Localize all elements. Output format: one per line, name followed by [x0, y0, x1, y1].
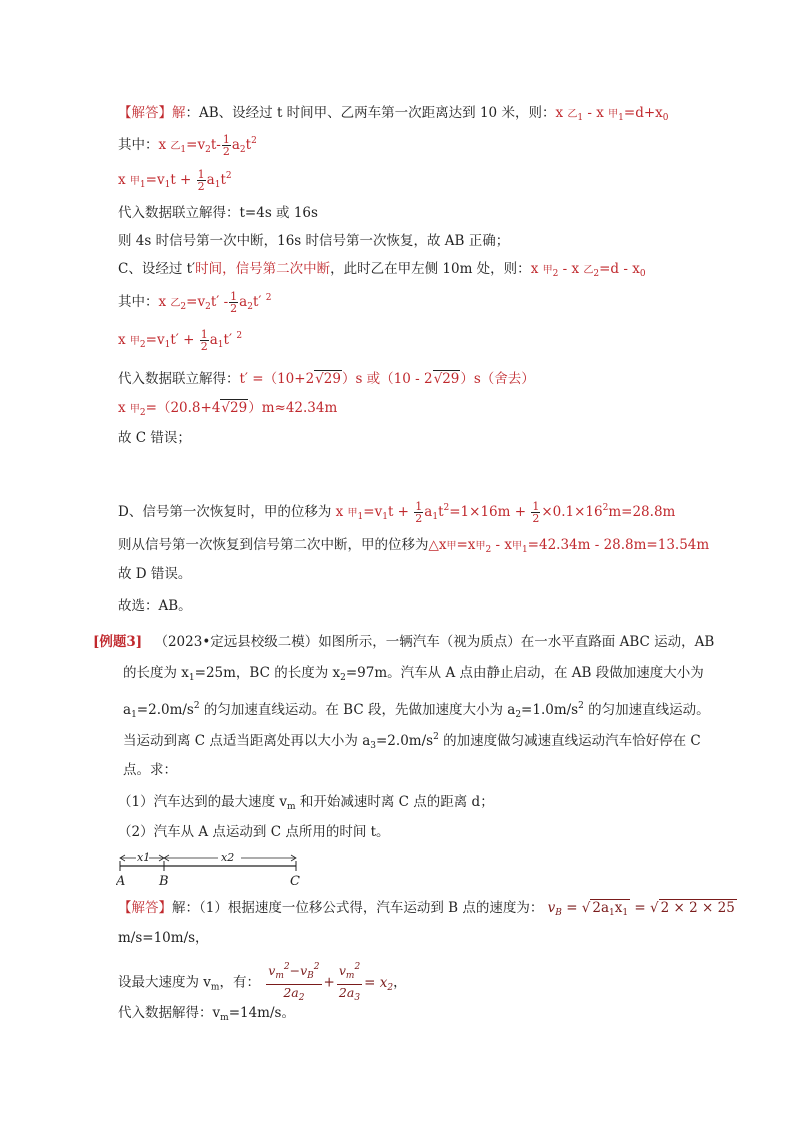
answer1-line2: 其中：x 乙$_1=v_2t-$ $\frac{1}{2}$ $a_2t^2$ — [118, 133, 257, 158]
answer1-line8: x 甲$_2=v_1t'$ + $\frac{1}{2}$ $a_1t'$ $^2$ — [118, 328, 243, 353]
answer-tag: 【解答】 — [118, 105, 172, 121]
question-1: （1）汽车达到的最大速度 $v_m$ 和开始减速时离 C 点的距离 d； — [118, 794, 494, 812]
answer1-line3: x 甲$_1=v_1t$ + $\frac{1}{2}$ $a_1t^2$ — [118, 168, 232, 193]
answer1-line6: C、设经过 t′时间，信号第二次中断，此时乙在甲左侧 10m 处，则：x 甲$_2$ - x 乙$_2=d - x_0$ — [118, 261, 646, 279]
answer1-line12: D、信号第一次恢复时，甲的位移为 x 甲$_1=v_1t$ + $\frac{1}{2}$ $a_1t^2=1\times 16m$ + $\frac{1}{2}$ $\times 0.1\times 16^2m=28.8m$ — [118, 500, 676, 525]
answer1-line7: 其中：x 乙$_2=v_2t'$ - $\frac{1}{2}$ $a_2t'$ $^2$ — [118, 290, 272, 315]
answer2-line1: 【解答】解：（1）根据速度一位移公式得，汽车运动到 B 点的速度为： $v_B$ = √ $2a_1x_1$ = √ 2 × 2 × 25 — [118, 900, 735, 918]
segment-diagram — [116, 848, 306, 890]
example3-line4: 当运动到离 C 点适当距离处再以大小为 $a_3=2.0m/s^2$ 的加速度做匀减速直线运动汽车恰好停在 C — [123, 732, 701, 751]
answer1-line11: 故 C 错误； — [118, 430, 191, 446]
example-tag: [例题3] — [93, 634, 143, 650]
answer1-line4: 代入数据联立解得：t=4s 或 16s — [118, 205, 318, 221]
point-a: A — [116, 874, 126, 889]
answer1-line5: 则 4s 时信号第一次中断，16s 时信号第一次恢复，故 AB 正确； — [118, 233, 510, 249]
example3-line5: 点。求： — [123, 762, 177, 778]
point-b: B — [159, 874, 169, 889]
answer1-line9: 代入数据联立解得：t′ =（10+2√29）s 或（10 - 2√29）s（舍去） — [118, 371, 535, 387]
x1-label: x1 — [137, 851, 151, 864]
question-2: （2）汽车从 A 点运动到 C 点所用的时间 t。 — [118, 824, 390, 840]
answer1-line14: 故 D 错误。 — [118, 566, 192, 582]
answer2-line3: 设最大速度为 $v_m$，有： $\frac{v_m^2-v_B^2}{2a_2}$ + $\frac{v_m^2}{2a_3}$ = $x_2$， — [118, 960, 407, 1006]
answer1-line15: 故选：AB。 — [118, 598, 192, 614]
example3-line1: [例题3] （2023•定远县校级二模）如图所示，一辆汽车（视为质点）在一水平直路面 ABC 运动，AB — [93, 634, 715, 650]
answer1-line10: x 甲$_2$=（20.8+4√29）m≈42.34m — [118, 400, 338, 418]
point-c: C — [290, 874, 300, 889]
example3-line3: $a_1=2.0m/s^2$ 的匀加速直线运动。在 BC 段，先做加速度大小为 $a_2=1.0m/s^2$ 的匀加速直线运动。 — [123, 701, 710, 720]
answer2-line2: m/s=10m/s， — [118, 930, 209, 946]
x2-label: x2 — [221, 851, 235, 864]
example3-line2: 的长度为 $x_1=25m$，BC 的长度为 $x_2=97m$。汽车从 A 点由静止启动，在 AB 段做加速度大小为 — [123, 665, 704, 683]
answer1-line13: 则从信号第一次恢复到信号第二次中断，甲的位移为△x甲=x甲$_2$ - x甲$_1$=42.34m - 28.8m=13.54m — [118, 537, 710, 555]
answer1-line1: 【解答】解：AB、设经过 t 时间甲、乙两车第一次距离达到 10 米，则：x 乙$_1$ - x 甲$_1=d+x_0$ — [118, 105, 669, 123]
answer2-line4: 代入数据解得：$v_m=14m/s$。 — [118, 1005, 295, 1023]
